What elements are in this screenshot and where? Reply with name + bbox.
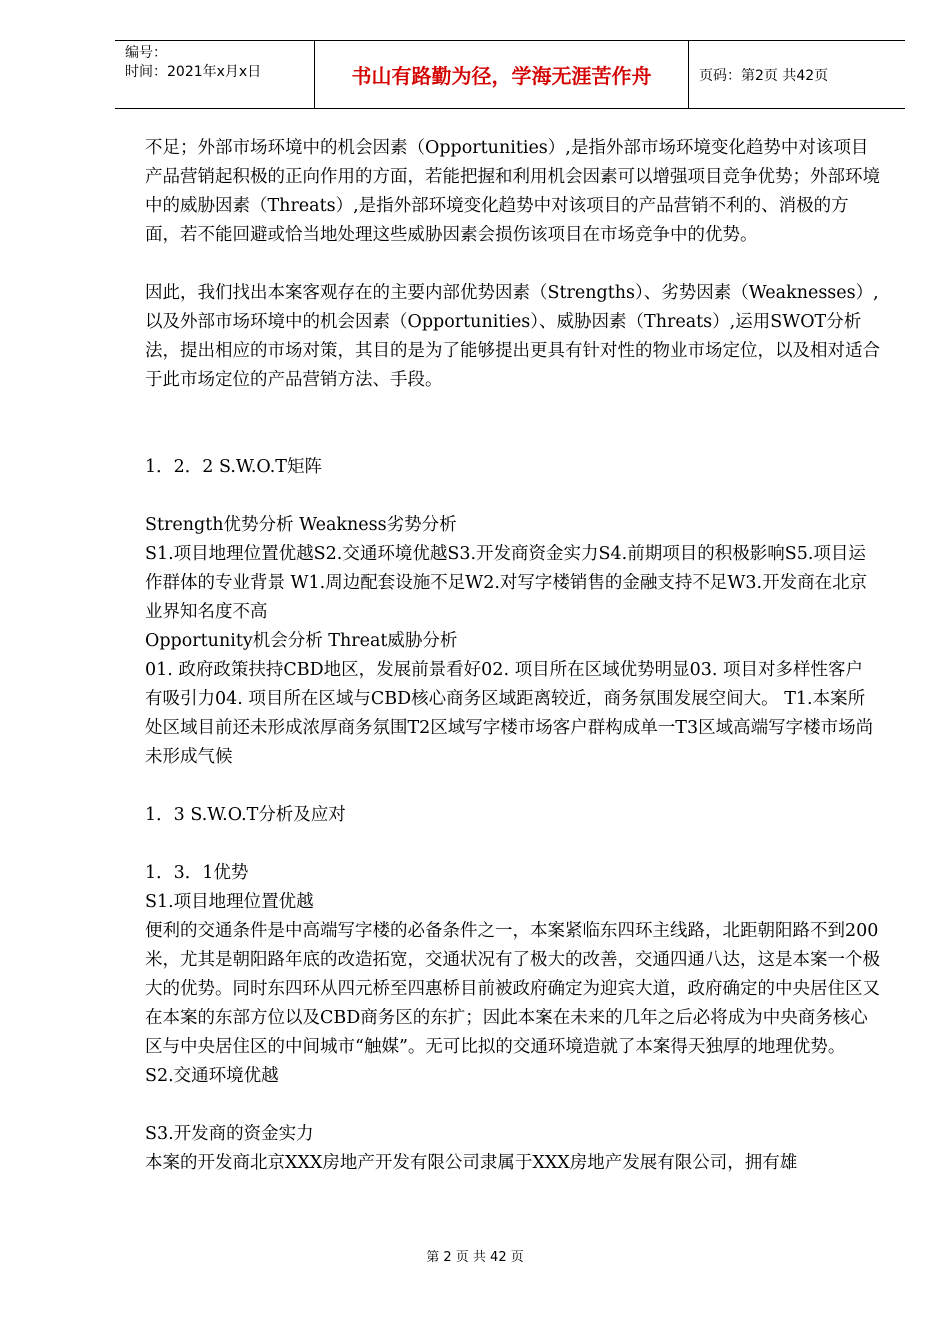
s1-text: 便利的交通条件是中高端写字楼的必备条件之一，本案紧临东四环主线路，北距朝阳路不到200米，尤其是朝阳路年底的改造拓宽，交通状况有了极大的改善，交通四通八达，这是本案一个极大的优势。同时东四环从四元桥至四惠桥目前被政府确定为迎宾大道，政府确定的中央居住区又在本案的东部方位以及CBD商务区的东扩；因此本案在未来的几年之后必将成为中央商务核心区与中央居住区的中间城市“触媒”。无可比拟的交通环境造就了本案得天独厚的地理优势。	[145, 921, 880, 1057]
opportunity-threat-title: Opportunity机会分析 Threat威胁分析	[145, 631, 458, 651]
heading-swot-matrix: 1．2．2 S.W.O.T矩阵	[145, 457, 322, 477]
page-footer: 第 2 页 共 42 页	[426, 1250, 524, 1265]
time-line: 时间：2021年x月x日	[125, 64, 262, 80]
heading-strengths: 1．3．1优势	[145, 863, 249, 883]
heading-swot-analysis: 1．3 S.W.O.T分析及应对	[145, 805, 346, 825]
page-header	[115, 40, 905, 109]
opportunity-threat-items: 01. 政府政策扶持CBD地区，发展前景看好02. 项目所在区域优势明显03. 项目对多样性客户有吸引力04. 项目所在区域与CBD核心商务区域距离较近，商务氛围发展空间大。 T1.本案所处区域目前还未形成浓厚商务氛围T2区域写字楼市场客户群构成单一T3区域高端写字楼市场尚未形成气候	[145, 660, 874, 767]
s3-text: 本案的开发商北京XXX房地产开发有限公司隶属于XXX房地产发展有限公司，拥有雄	[145, 1153, 798, 1173]
paragraph-swot-purpose: 因此，我们找出本案客观存在的主要内部优势因素（Strengths）、劣势因素（Weaknesses）,以及外部市场环境中的机会因素（Opportunities）、威胁因素（Threats）,运用SWOT分析法，提出相应的市场对策，其目的是为了能够提出更具有针对性的物业市场定位，以及相对适合于此市场定位的产品营销方法、手段。	[145, 283, 880, 390]
strength-weakness-items: S1.项目地理位置优越S2.交通环境优越S3.开发商资金实力S4.前期项目的积极影响S5.项目运作群体的专业背景 W1.周边配套设施不足W2.对写字楼销售的金融支持不足W3.开发商在北京业界知名度不高	[145, 544, 868, 622]
s2-title: S2.交通环境优越	[145, 1066, 279, 1086]
s1-title: S1.项目地理位置优越	[145, 892, 314, 912]
header-meta	[115, 41, 315, 108]
header-motto: 书山有路勤为径，学海无涯苦作舟	[315, 41, 689, 108]
number-label: 编号：	[125, 45, 167, 61]
header-page-info: 页码：第2页 共42页	[699, 67, 829, 84]
paragraph-opportunities-threats: 不足；外部市场环境中的机会因素（Opportunities）,是指外部市场环境变化趋势中对该项目产品营销起积极的正向作用的方面，若能把握和利用机会因素可以增强项目竞争优势；外部环境中的威胁因素（Threats）,是指外部环境变化趋势中对该项目的产品营销不利的、消极的方面，若不能回避或恰当地处理这些威胁因素会损伤该项目在市场竞争中的优势。	[145, 138, 880, 245]
s3-title: S3.开发商的资金实力	[145, 1124, 314, 1144]
document-body	[145, 134, 880, 1178]
strength-weakness-title: Strength优势分析 Weakness劣势分析	[145, 515, 457, 535]
